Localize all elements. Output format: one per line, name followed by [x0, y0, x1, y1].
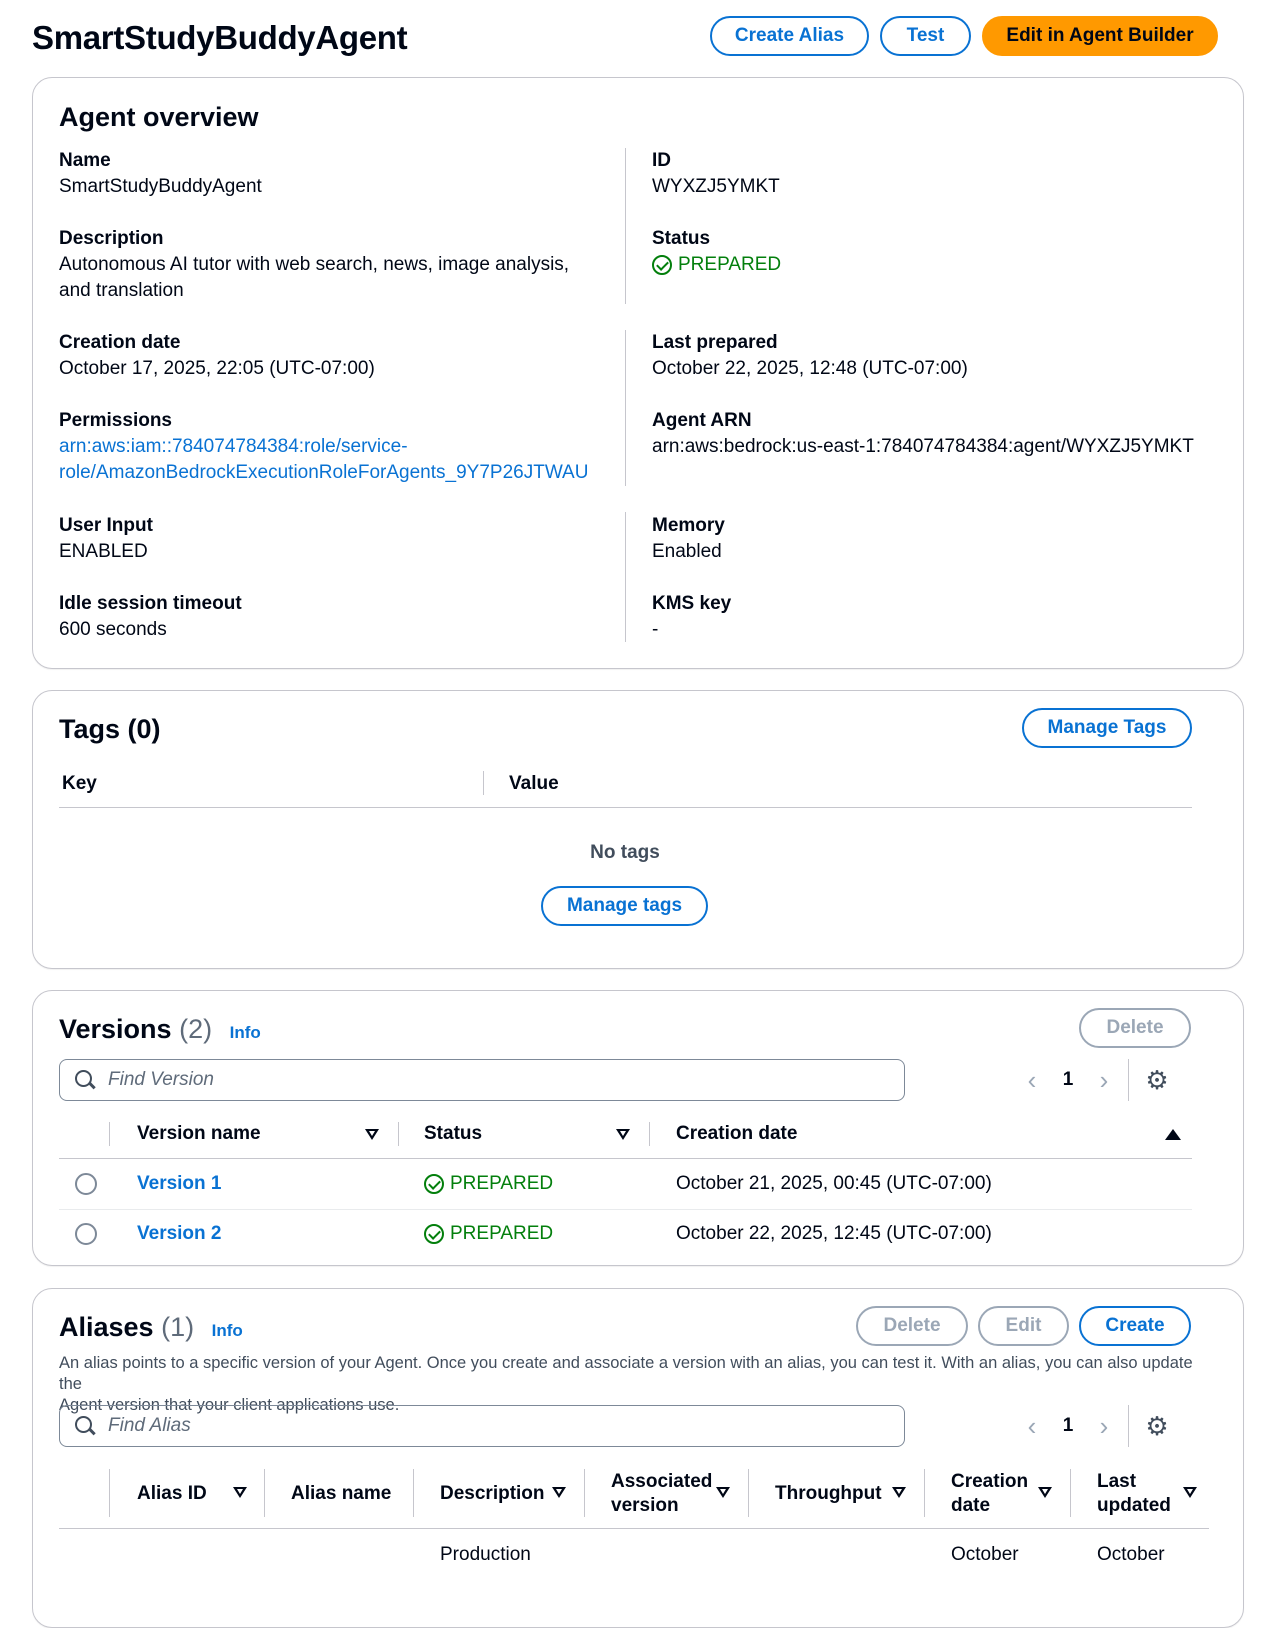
search-icon [74, 1069, 96, 1091]
info-link[interactable]: Info [229, 1023, 261, 1042]
field-value: arn:aws:bedrock:us-east-1:784074784384:agent/WYXZJ5YMKT [652, 436, 1194, 457]
previous-page-icon[interactable]: ‹ [1027, 1410, 1037, 1441]
field-value: 600 seconds [59, 619, 167, 640]
column-divider [109, 1122, 110, 1146]
check-circle-icon [652, 255, 672, 275]
create-alias-section-button[interactable]: Create [1079, 1306, 1191, 1346]
sort-filter-icon[interactable] [716, 1487, 730, 1498]
header-line: Last [1097, 1471, 1137, 1492]
page-number[interactable]: 1 [1062, 1415, 1074, 1436]
field-label: KMS key [652, 593, 732, 614]
delete-version-button[interactable]: Delete [1079, 1008, 1191, 1048]
edit-alias-button[interactable]: Edit [978, 1306, 1069, 1346]
column-header-alias-name[interactable]: Alias name [291, 1483, 392, 1504]
column-divider [398, 1122, 399, 1146]
header-line: date [951, 1495, 991, 1516]
permissions-link-line[interactable]: arn:aws:iam::784074784384:role/service- [59, 436, 408, 457]
versions-title [59, 1011, 261, 1051]
status-badge [424, 1221, 553, 1247]
pager-divider [1128, 1405, 1129, 1447]
gear-icon[interactable]: ⚙ [1145, 1064, 1169, 1095]
column-divider [625, 330, 626, 486]
search-input[interactable] [106, 1068, 806, 1092]
aliases-count: (1) [161, 1312, 195, 1342]
aliases-title-text: Aliases [59, 1312, 154, 1342]
manage-tags-empty-button[interactable]: Manage tags [541, 886, 708, 926]
sort-filter-icon[interactable] [233, 1487, 247, 1498]
pagination [1014, 1405, 1175, 1447]
field-value: - [652, 619, 659, 640]
status-text: PREPARED [450, 1173, 554, 1194]
aliases-title [59, 1309, 243, 1349]
field-label: Memory [652, 515, 725, 536]
column-divider [264, 1469, 265, 1517]
field-value: Enabled [652, 541, 722, 562]
field-label: Name [59, 150, 111, 171]
column-divider [413, 1469, 414, 1517]
alias-last-updated-cell: October [1097, 1544, 1165, 1565]
row-select-radio[interactable] [75, 1173, 97, 1195]
column-divider [748, 1469, 749, 1517]
field-id [652, 148, 1212, 200]
version-link[interactable]: Version 1 [137, 1173, 222, 1194]
header-line: version [611, 1495, 679, 1516]
sort-filter-icon[interactable] [1038, 1487, 1052, 1498]
search-icon [74, 1415, 96, 1437]
column-header-description[interactable]: Description [440, 1483, 545, 1504]
sort-filter-icon[interactable] [616, 1129, 630, 1140]
find-alias-search[interactable] [59, 1405, 905, 1447]
column-divider [625, 512, 626, 642]
column-divider [649, 1122, 650, 1146]
field-status [652, 226, 1212, 278]
permissions-link-line[interactable]: role/AmazonBedrockExecutionRoleForAgents_9Y7P26JTWAU [59, 462, 589, 483]
delete-alias-button[interactable]: Delete [856, 1306, 968, 1346]
pagination [1014, 1059, 1175, 1101]
versions-card [32, 990, 1244, 1266]
tags-card [32, 690, 1244, 969]
column-divider [1070, 1469, 1071, 1517]
sort-filter-icon[interactable] [552, 1487, 566, 1498]
edit-in-agent-builder-button[interactable]: Edit in Agent Builder [982, 16, 1218, 56]
creation-date-cell: October 22, 2025, 12:45 (UTC-07:00) [676, 1223, 992, 1244]
page-number[interactable]: 1 [1062, 1069, 1074, 1090]
column-divider [483, 771, 484, 795]
sort-filter-icon[interactable] [1183, 1487, 1197, 1498]
table-header-divider [59, 1528, 1209, 1529]
field-user-input [59, 513, 619, 565]
column-header-last-updated[interactable] [1097, 1470, 1171, 1518]
field-permissions [59, 408, 619, 486]
field-name [59, 148, 619, 200]
check-circle-icon [424, 1174, 444, 1194]
agent-overview-title: Agent overview [59, 102, 259, 132]
status-badge [424, 1171, 553, 1197]
field-description [59, 226, 604, 304]
permissions-role-link[interactable] [59, 434, 619, 486]
column-header-version-name[interactable]: Version name [137, 1123, 261, 1144]
table-header-divider [59, 807, 1192, 808]
info-link[interactable]: Info [211, 1321, 243, 1340]
row-divider [59, 1209, 1192, 1210]
next-page-icon[interactable]: › [1099, 1064, 1109, 1095]
field-value: WYXZJ5YMKT [652, 176, 780, 197]
tags-title: Tags (0) [59, 714, 161, 744]
gear-icon[interactable]: ⚙ [1145, 1410, 1169, 1441]
field-label: Permissions [59, 410, 172, 431]
field-label: Description [59, 228, 164, 249]
field-value: Autonomous AI tutor with web search, news, image analysis, and translation [59, 254, 570, 301]
pager-divider [1128, 1059, 1129, 1101]
status-text: PREPARED [450, 1223, 554, 1244]
field-label: ID [652, 150, 671, 171]
field-label: User Input [59, 515, 153, 536]
sort-filter-icon[interactable] [892, 1487, 906, 1498]
test-button[interactable]: Test [880, 16, 971, 56]
field-value: October 17, 2025, 22:05 (UTC-07:00) [59, 358, 375, 379]
column-header-key[interactable]: Key [62, 773, 97, 794]
version-link[interactable]: Version 2 [137, 1223, 222, 1244]
column-header-throughput[interactable]: Throughput [775, 1483, 882, 1504]
column-divider [924, 1469, 925, 1517]
header-line: updated [1097, 1495, 1171, 1516]
create-alias-button[interactable]: Create Alias [710, 16, 869, 56]
previous-page-icon[interactable]: ‹ [1027, 1064, 1037, 1095]
field-label: Agent ARN [652, 410, 752, 431]
column-header-status[interactable]: Status [424, 1123, 483, 1144]
field-idle-session-timeout [59, 591, 619, 643]
empty-state-text: No tags [590, 842, 660, 863]
check-circle-icon [424, 1224, 444, 1244]
aliases-description-line: Agent version that your client applications use. [59, 1396, 400, 1414]
find-version-search[interactable] [59, 1059, 905, 1101]
field-label: Status [652, 228, 711, 249]
next-page-icon[interactable]: › [1099, 1410, 1109, 1441]
field-memory [652, 513, 1212, 565]
column-header-alias-id[interactable]: Alias ID [137, 1483, 207, 1504]
field-creation-date [59, 330, 619, 382]
field-label: Idle session timeout [59, 593, 242, 614]
agent-overview-card [32, 77, 1244, 669]
column-divider [584, 1469, 585, 1517]
status-badge [652, 252, 1212, 278]
column-header-value[interactable]: Value [509, 773, 559, 794]
field-value: October 22, 2025, 12:48 (UTC-07:00) [652, 358, 968, 379]
column-divider [109, 1469, 110, 1517]
versions-title-text: Versions [59, 1014, 172, 1044]
column-divider [625, 148, 626, 304]
field-value: ENABLED [59, 541, 148, 562]
field-value: SmartStudyBuddyAgent [59, 176, 262, 197]
column-header-creation-date[interactable] [951, 1470, 1028, 1518]
header-line: Associated [611, 1471, 713, 1492]
field-agent-arn [652, 408, 1232, 460]
field-kms-key [652, 591, 1212, 643]
field-label: Creation date [59, 332, 181, 353]
aliases-card [32, 1288, 1244, 1628]
sort-filter-icon[interactable] [365, 1129, 379, 1140]
column-header-creation-date[interactable]: Creation date [676, 1123, 798, 1144]
versions-count: (2) [179, 1014, 213, 1044]
alias-description-cell: Production [440, 1544, 531, 1565]
table-header-divider [59, 1158, 1192, 1159]
manage-tags-button[interactable]: Manage Tags [1022, 708, 1192, 748]
alias-creation-date-cell: October [951, 1544, 1019, 1565]
status-text: PREPARED [678, 254, 782, 275]
search-input[interactable] [106, 1414, 806, 1438]
row-select-radio[interactable] [75, 1223, 97, 1245]
page-title: SmartStudyBuddyAgent [32, 19, 408, 56]
field-label: Last prepared [652, 332, 778, 353]
aliases-description-line: An alias points to a specific version of your Agent. Once you create and associate a version with an alias, you can test it. With an alias, you can also update the [59, 1354, 1193, 1393]
field-last-prepared [652, 330, 1212, 382]
column-header-associated-version[interactable] [611, 1470, 712, 1518]
sort-ascending-icon[interactable] [1165, 1129, 1181, 1140]
creation-date-cell: October 21, 2025, 00:45 (UTC-07:00) [676, 1173, 992, 1194]
header-line: Creation [951, 1471, 1029, 1492]
